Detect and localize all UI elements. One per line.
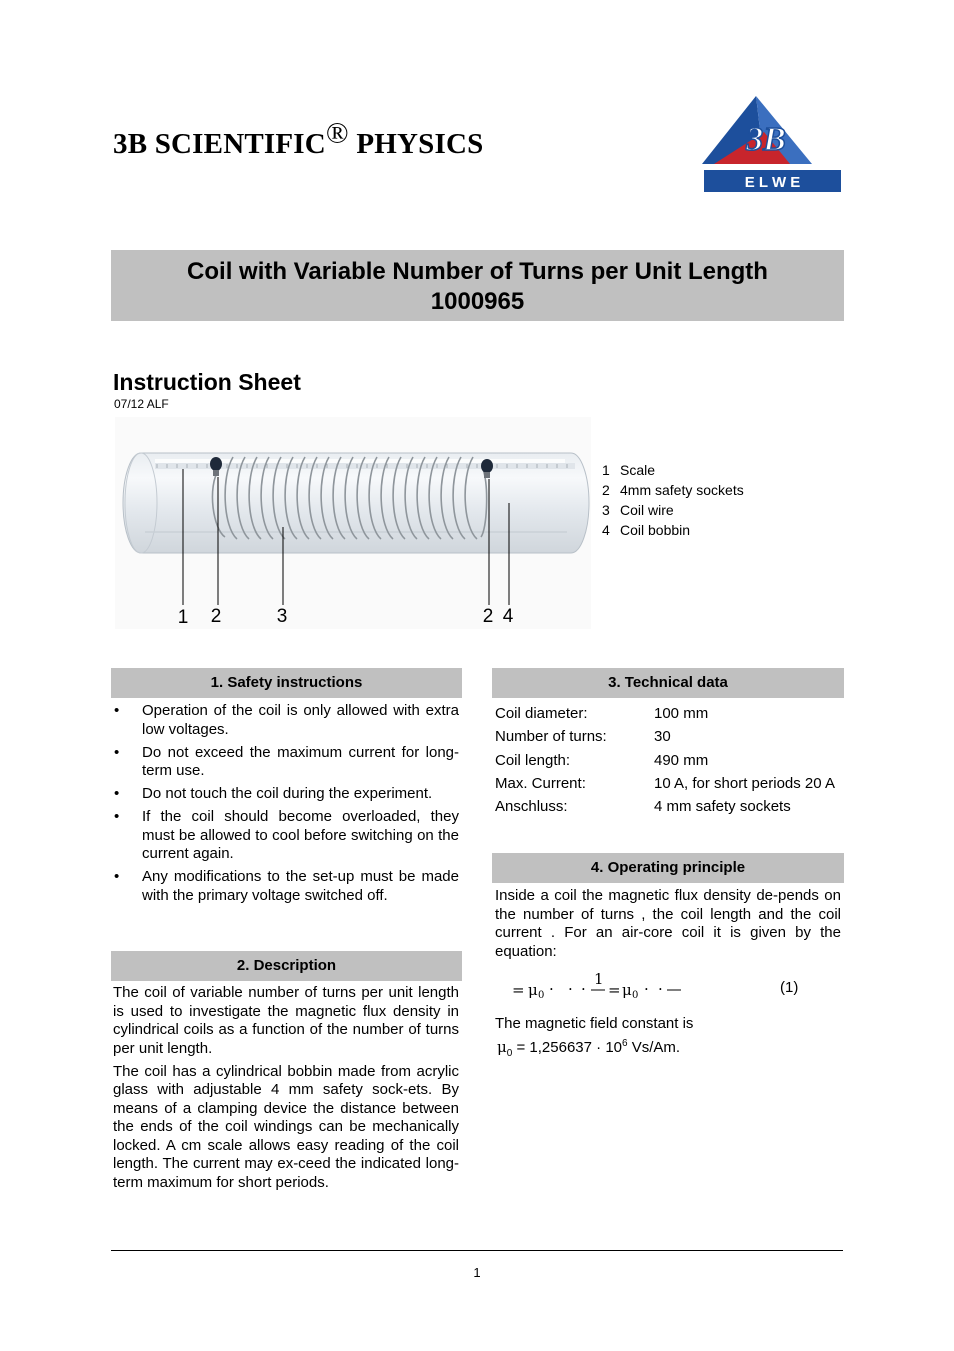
legend-num: 1 [602, 462, 610, 478]
tech-label: Max. Current: [495, 774, 586, 792]
magnetic-constant [497, 1038, 680, 1059]
3b-elwe-logo [702, 94, 842, 194]
legend-item [602, 460, 744, 480]
table-row [495, 749, 835, 772]
constant-label: The magnetic field constant is [495, 1015, 694, 1032]
legend-label: Coil bobbin [620, 522, 691, 538]
tech-label: Number of turns: [495, 728, 607, 746]
table-row [495, 772, 835, 795]
brand-name: 3B SCIENTIFIC [113, 128, 326, 160]
list-item [113, 808, 459, 864]
description-paragraph: The coil of variable number of turns per unit length is used to investigate the magnetic flux density in cylindrical coils as a function of the number of turns per unit length. [113, 984, 459, 1057]
const-eq: = [512, 1039, 530, 1056]
tech-value: 4 mm safety sockets [654, 798, 791, 816]
const-exponent: 6 [622, 1038, 628, 1049]
technical-heading: 3. Technical data [492, 668, 844, 698]
eq-mu-sub: 0 [538, 990, 545, 1001]
safety-heading: 1. Safety instructions [111, 668, 462, 698]
callout-1: 1 [177, 607, 189, 628]
safety-item-text: If the coil should become overloaded, they must be allowed to cool before switching on the current again. [142, 808, 459, 862]
const-unit: Vs/Am. [627, 1039, 681, 1056]
table-row [495, 725, 835, 748]
eq-mu: μ [622, 981, 632, 999]
registered-mark: ® [325, 116, 349, 150]
const-sub: 0 [506, 1048, 513, 1059]
product-title: Coil with Variable Number of Turns per Unit Length [187, 258, 768, 285]
logo-3b-text: 3B [746, 121, 786, 158]
bullet: • [114, 785, 120, 802]
tech-label: Coil diameter: [495, 705, 588, 722]
legend-item [602, 480, 744, 500]
description-heading: 2. Description [111, 951, 462, 981]
sheet-date: 07/12 ALF [114, 397, 169, 411]
list-item [113, 785, 459, 804]
callout-3: 3 [276, 606, 288, 627]
callout-2-right: 2 [482, 606, 494, 627]
eq-dot: · [658, 980, 663, 998]
legend-num: 2 [602, 482, 610, 498]
brand-suffix: PHYSICS [348, 128, 484, 160]
tech-value: 30 [654, 728, 671, 746]
technical-table [495, 702, 835, 818]
safety-item-text: Do not exceed the maximum current for long-term use. [142, 743, 459, 779]
safety-item-text: Do not touch the coil during the experiment. [142, 785, 433, 802]
title-band [111, 250, 844, 321]
tech-label: Anschluss: [495, 798, 568, 816]
eq-dot: · [581, 980, 586, 998]
flux-density-equation [512, 968, 802, 1004]
list-item [113, 702, 459, 739]
const-mu: μ [497, 1038, 507, 1056]
legend-label: Scale [620, 462, 656, 478]
const-value: 1,256637 · 10 [529, 1039, 622, 1056]
callout-2-left: 2 [210, 606, 222, 627]
safety-item-text: Any modifications to the set-up must be made with the primary voltage switched off. [142, 868, 459, 904]
legend-num: 4 [602, 522, 610, 538]
tech-label: Coil length: [495, 751, 571, 769]
bullet: • [114, 702, 120, 719]
eq-fraction-numerator: 1 [594, 970, 604, 988]
page-number: 1 [473, 1265, 481, 1280]
sheet-title: Instruction Sheet [113, 369, 301, 395]
logo-elwe-text: E L W E [744, 174, 801, 191]
eq-equals: = [512, 981, 525, 999]
description-paragraph: The coil has a cylindrical bobbin made from acrylic glass with adjustable 4 mm safety sock-ets. By means of a clamping device the distance between the ends of the coil windings can be mechanically locked. A cm scale allows easy reading of the coil length. The current may ex-ceed the indicated long-term maximum for short periods. [113, 1062, 459, 1191]
footer-rule [111, 1250, 843, 1251]
legend-num: 3 [602, 502, 610, 518]
bullet: • [114, 808, 120, 825]
callout-4: 4 [502, 606, 514, 627]
legend-label: 4mm safety sockets [620, 482, 744, 498]
figure-legend [602, 460, 744, 540]
eq-dot: · [644, 980, 649, 998]
legend-item [602, 520, 744, 540]
description-body [113, 984, 459, 1197]
eq-dot: · [568, 980, 573, 998]
bullet: • [114, 868, 120, 885]
eq-equals: = [608, 981, 621, 999]
table-row [495, 702, 835, 725]
product-number: 1000965 [430, 288, 525, 315]
safety-item-text: Operation of the coil is only allowed with extra low voltages. [142, 702, 459, 738]
brand-title [113, 116, 484, 161]
legend-label: Coil wire [620, 502, 674, 518]
tech-value: 100 mm [654, 705, 709, 722]
eq-dot: · [549, 980, 554, 998]
coil-image [115, 417, 591, 629]
legend-item [602, 500, 744, 520]
tech-value: 10 A, for short periods 20 A [654, 774, 835, 792]
safety-list [113, 702, 459, 910]
list-item [113, 744, 459, 781]
operating-text: Inside a coil the magnetic flux density de-pends on the number of turns , the coil length and the coil current . For an air-core coil it is given by the equation: [495, 887, 841, 960]
list-item [113, 868, 459, 905]
eq-mu: μ [528, 981, 538, 999]
tech-value: 490 mm [654, 751, 709, 769]
table-row [495, 795, 835, 818]
bullet: • [114, 743, 120, 761]
equation-number: (1) [780, 979, 799, 996]
eq-mu-sub: 0 [632, 990, 639, 1001]
operating-heading: 4. Operating principle [492, 853, 844, 883]
